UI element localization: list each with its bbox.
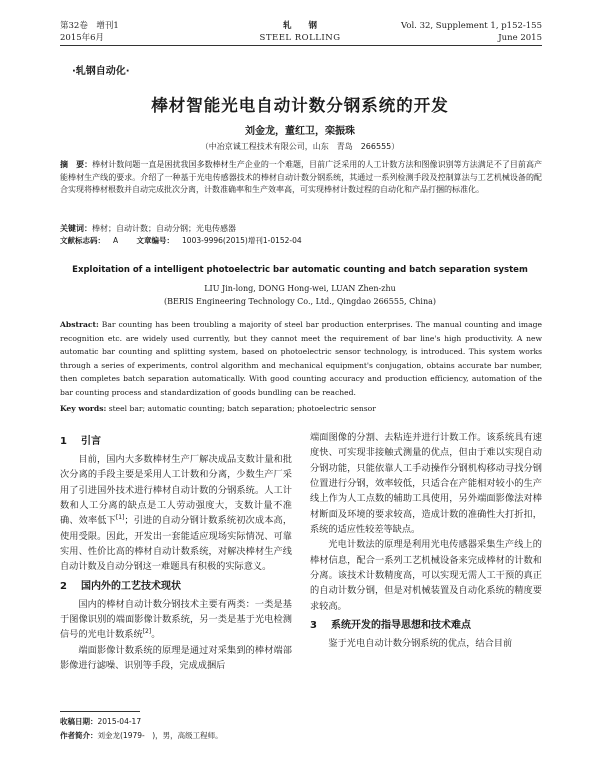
section-2-paragraph-1 [60, 597, 292, 643]
citation-1: [1] [115, 514, 125, 522]
section-2-paragraph-2: 端面影像计数系统的原理是通过对采集到的棒材端部影像进行滤噪、识别等手段，完成成捆后 [60, 644, 292, 672]
abstract-en-label: Abstract: [60, 320, 99, 329]
affiliation-cn: （中冶京诚工程技术有限公司，山东 青岛 266555） [200, 142, 400, 151]
section-1-title: 引言 [80, 436, 101, 447]
section-1-text-b: ；引进的自动分钢计数系统初次成本高，使用受限。因此，开发出一套能适应现场实际情况、可靠实用、性价比高的棒材自动计数系统，对解决棒材生产线自动计数及自动分钢这一难题具有积极的实际意义。 [60, 515, 292, 573]
header-volume-cn: 第32卷 增刊1 [60, 21, 119, 31]
article-id-label: 文章编号： [136, 236, 175, 245]
citation-2: [2] [142, 628, 152, 636]
author-bio-label: 作者简介： [60, 731, 98, 740]
footnote-author [60, 730, 223, 741]
keywords-en-text: steel bar; automatic counting; batch separation; photoelectric sensor [108, 404, 376, 413]
keywords-cn-label: 关键词： [60, 224, 92, 233]
body-column-right [310, 430, 542, 706]
body-column-left [60, 430, 292, 706]
continued-paragraph: 端面图像的分割、去粘连并进行计数工作。该系统具有速度快、可实现非接触式测量的优点，但由于难以实现自动分钢功能，只能依靠人工手动操作分钢机构移动寻找分钢位置进行分钢，效率较低，只适合在产能相对较小的生产线上作为人工点数的辅助工具使用，另外端面影像法对棒材断面及环境的要求较高，造成计数的准确性大打折扣，系统的适应性较差等缺点。 [310, 432, 542, 536]
doc-code-value: A [113, 236, 119, 245]
abstract-en [60, 318, 542, 400]
abstract-en-text: Bar counting has been troubling a majority of steel bar production enterprises. The manual counting and image recognition etc. are widely used currently, but they cannot meet the requirement of bar line's high productivity. A new automatic bar counting and splitting system, based on photoelectric sensor technology, is introduced. This system works through a series of experiments, control algorithm and mechanical equipment's conjugation, obtains accurate bar number, then completes batch separation automatically. With good counting accuracy and production efficiency, automation of the bar counting process and standardization of goods bundling can be reached. [60, 320, 542, 397]
section-2-heading [60, 579, 292, 595]
section-2-text-b: 。 [151, 629, 161, 641]
header-journal-cn: 轧 钢 [282, 21, 317, 31]
section-3-title: 系统开发的指导思想和技术难点 [330, 620, 471, 632]
received-label: 收稿日期： [60, 717, 98, 726]
received-date: 2015-04-17 [97, 717, 142, 726]
header-volume-en: Vol. 32, Supplement 1, p152-155 [400, 21, 542, 31]
keywords-en [60, 403, 542, 415]
keywords-cn [60, 223, 542, 235]
affiliation-en: (BERIS Engineering Technology Co., Ltd., Qingdao 266555, China) [164, 297, 436, 306]
section-1-heading [60, 434, 292, 450]
section-1-number: 1 [60, 436, 67, 447]
keywords-cn-text: 棒材；自动计数；自动分钢；光电传感器 [92, 224, 236, 233]
photoelectric-paragraph: 光电计数法的原理是利用光电传感器采集生产线上的棒材信息，配合一系列工艺机械设备来完成棒材的计数和分离。该技术计数精度高，可以实现无需人工干预的真正的自动计数分钢，但是对机械装置及自动化系统的精度要求较高。 [310, 539, 542, 612]
header-date-en: June 2015 [498, 33, 542, 43]
column-tag: ·轧钢自动化· [72, 66, 130, 77]
section-2-number: 2 [60, 580, 67, 592]
section-2-text-a: 国内的棒材自动计数分钢技术主要有两类：一类是基于图像识别的端面影像计数系统，另一类是基于光电检测信号的光电计数系统 [60, 598, 292, 641]
header-journal-en: STEEL ROLLING [259, 33, 341, 43]
section-2-title: 国内外的工艺技术现状 [80, 580, 181, 592]
header-date-cn: 2015年6月 [60, 33, 105, 43]
footnote-received [60, 716, 141, 727]
abstract-cn [60, 159, 542, 197]
abstract-cn-text: 棒材计数问题一直是困扰我国多数棒材生产企业的一个难题，目前广泛采用的人工计数方法和图像识别等方法满足不了目前高产能棒材生产线的要求。介绍了一种基于光电传感器技术的棒材自动计数分钢系统，其通过一系列检测手段及控制算法与工艺机械设备的配合实现将棒材根数并自动完成批次分离，计数准确率和生产效率高，可实现棒材计数过程的自动化和产品打捆的标准化。 [60, 160, 542, 195]
abstract-cn-label: 摘 要： [60, 160, 93, 169]
section-3-number: 3 [310, 620, 317, 632]
article-id-value: 1003-9996(2015)增刊1-0152-04 [182, 236, 302, 245]
header-rule [60, 45, 542, 46]
section-1-paragraph [60, 452, 292, 575]
authors-cn: 刘金龙，董红卫，栾振珠 [245, 126, 355, 137]
doc-code-label: 文献标志码： [60, 236, 105, 245]
author-bio: 刘金龙(1979- )，男，高级工程师。 [97, 731, 223, 740]
footnote-rule [60, 711, 140, 712]
section-1-text-a: 目前，国内大多数棒材生产厂解决成品支数计量和批次分离的手段主要是采用人工计数和分离，少数生产厂采用了引进国外技术进行棒材自动计数的分钢系统。人工计数和人工分离的缺点是工人劳动强度大，支数计量不准确、效率低下 [60, 454, 292, 527]
paper-title-en: Exploitation of a intelligent photoelectric bar automatic counting and batch separation system [72, 265, 528, 275]
keywords-en-label: Key words: [60, 404, 107, 413]
authors-en: LIU Jin-long, DONG Hong-wei, LUAN Zhen-zhu [204, 284, 396, 293]
section-3-heading [310, 618, 542, 634]
paper-title-cn: 棒材智能光电自动计数分钢系统的开发 [151, 96, 449, 115]
classification-row [60, 235, 542, 247]
section-3-paragraph: 鉴于光电自动计数分钢系统的优点，结合目前 [328, 638, 513, 650]
